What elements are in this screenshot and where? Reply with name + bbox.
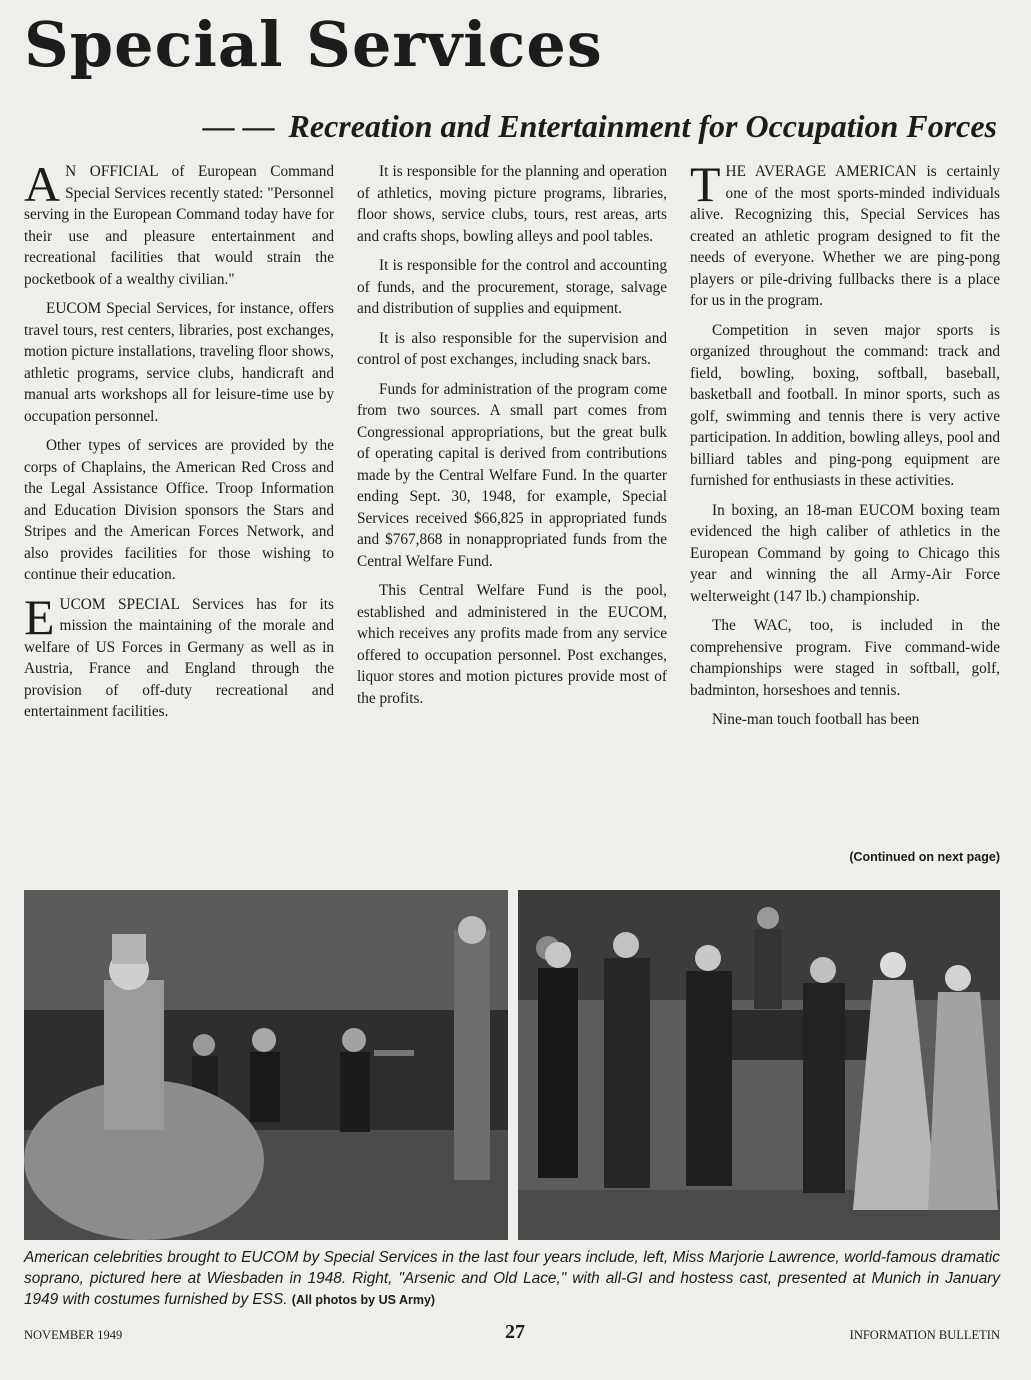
article-title: Special Services: [24, 8, 603, 81]
continued-note: (Continued on next page): [849, 850, 1000, 864]
column-right: [690, 156, 1000, 739]
paragraph: It is responsible for the planning and operation of athletics, moving picture programs, libraries, floor shows, service clubs, tours, rest areas, arts and crafts shops, bowling alleys and pool tables.: [357, 163, 667, 245]
paragraph-text: UCOM SPECIAL Services has for its mission the maintaining of the morale and welfare of US Forces in Germany as well as in Austria, France and England through the provision of off-duty recreational and entertainment facilities.: [24, 595, 334, 720]
paragraph-text: N OFFICIAL of European Command Special Services recently stated: "Personnel serving in the European Command today have for their use and pleasure entertainment and recreational facilities that would strain the pocketbook of a wealthy civilian.": [24, 163, 334, 288]
paragraph: In boxing, an 18-man EUCOM boxing team evidenced the high caliber of athletics in the European Command by going to Chicago this year and winning the all Army-Air Force welterweight (147 lb.) championship.: [690, 501, 1000, 605]
photo-play-image: [518, 890, 1000, 1240]
photo-soprano: [24, 890, 508, 1240]
drop-cap: T: [690, 156, 721, 212]
paragraph: [24, 588, 334, 723]
paragraph-text: HE AVERAGE AMERICAN is certainly one of the most sports-minded individuals alive. Recognizing this, Special Services has created an athletic program designed to fit the needs of everyone. Whether we are ping-pong players or pile-driving fullbacks there is a place for us in the program.: [690, 163, 1000, 309]
drop-cap: A: [24, 156, 61, 212]
paragraph: Other types of services are provided by the corps of Chaplains, the American Red Cross and the Legal Assistance Office. Troop Information and Education Division sponsors the Stars and Stripes and the American Forces Network, and also provides facilities for those wishing to continue their education.: [24, 437, 334, 583]
drop-cap: E: [24, 588, 55, 645]
paragraph: Nine-man touch football has been: [712, 711, 920, 728]
paragraph: The WAC, too, is included in the comprehensive program. Five command-wide championships were staged in softball, golf, badminton, horseshoes and tennis.: [690, 617, 1000, 699]
paragraph: [690, 156, 1000, 312]
caption-text: American celebrities brought to EUCOM by Special Services in the last four years include, left, Miss Marjorie Lawrence, world-famous dramatic soprano, pictured here at Wiesbaden in 1948. Right, "Arsenic and Old Lace," with all-GI and hostess cast, presented at Munich in January 1949 with costumes furnished by ESS.: [24, 1249, 1000, 1308]
article-subtitle: [203, 110, 997, 142]
subtitle-dash: — —: [202, 108, 275, 144]
paragraph: It is also responsible for the supervision and control of post exchanges, including snack bars.: [357, 329, 667, 368]
paragraph: Competition in seven major sports is organized throughout the command: track and field, bowling, boxing, softball, baseball, basketball and football. In minor sports, such as golf, swimming and tennis there is very active participation. In addition, bowling alleys, pool and billiard tables and ping-pong equipment are furnished for enthusiasts in these activities.: [690, 321, 1000, 489]
column-left: [24, 156, 334, 731]
footer-publication: INFORMATION BULLETIN: [849, 1328, 1000, 1342]
paragraph: Funds for administration of the program come from two sources. A small part comes from Congressional appropriations, but the great bulk of operating capital is derived from contributions made by the Central Welfare Fund. In the quarter ending Sept. 30, 1948, for example, Special Services received $66,825 in appropriated funds and $767,868 in nonappropriated funds from the Central Welfare Fund.: [357, 380, 667, 570]
photo-play-cast: [518, 890, 1000, 1240]
photo-soprano-image: [24, 890, 508, 1240]
subtitle-text: Recreation and Entertainment for Occupation Forces: [288, 108, 997, 144]
paragraph: [24, 156, 334, 290]
paragraph: This Central Welfare Fund is the pool, established and administered in the EUCOM, which receives any profits made from any service offered to occupation personnel. Post exchanges, liquor stores and motion pictures provide most of the profits.: [357, 582, 667, 707]
photo-caption: [24, 1247, 1000, 1311]
paragraph: It is responsible for the control and accounting of funds, and the procurement, storage, salvage and distribution of supplies and equipment.: [357, 257, 667, 317]
footer-date: NOVEMBER 1949: [24, 1328, 123, 1342]
paragraph: EUCOM Special Services, for instance, offers travel tours, rest centers, libraries, post exchanges, motion picture installations, traveling floor shows, athletic programs, service clubs, handicraft and manual arts workshops all for leisure-time use by occupation personnel.: [24, 300, 334, 425]
column-middle: [357, 161, 667, 717]
page-number: 27: [505, 1321, 525, 1343]
photo-credit: (All photos by US Army): [291, 1293, 436, 1307]
